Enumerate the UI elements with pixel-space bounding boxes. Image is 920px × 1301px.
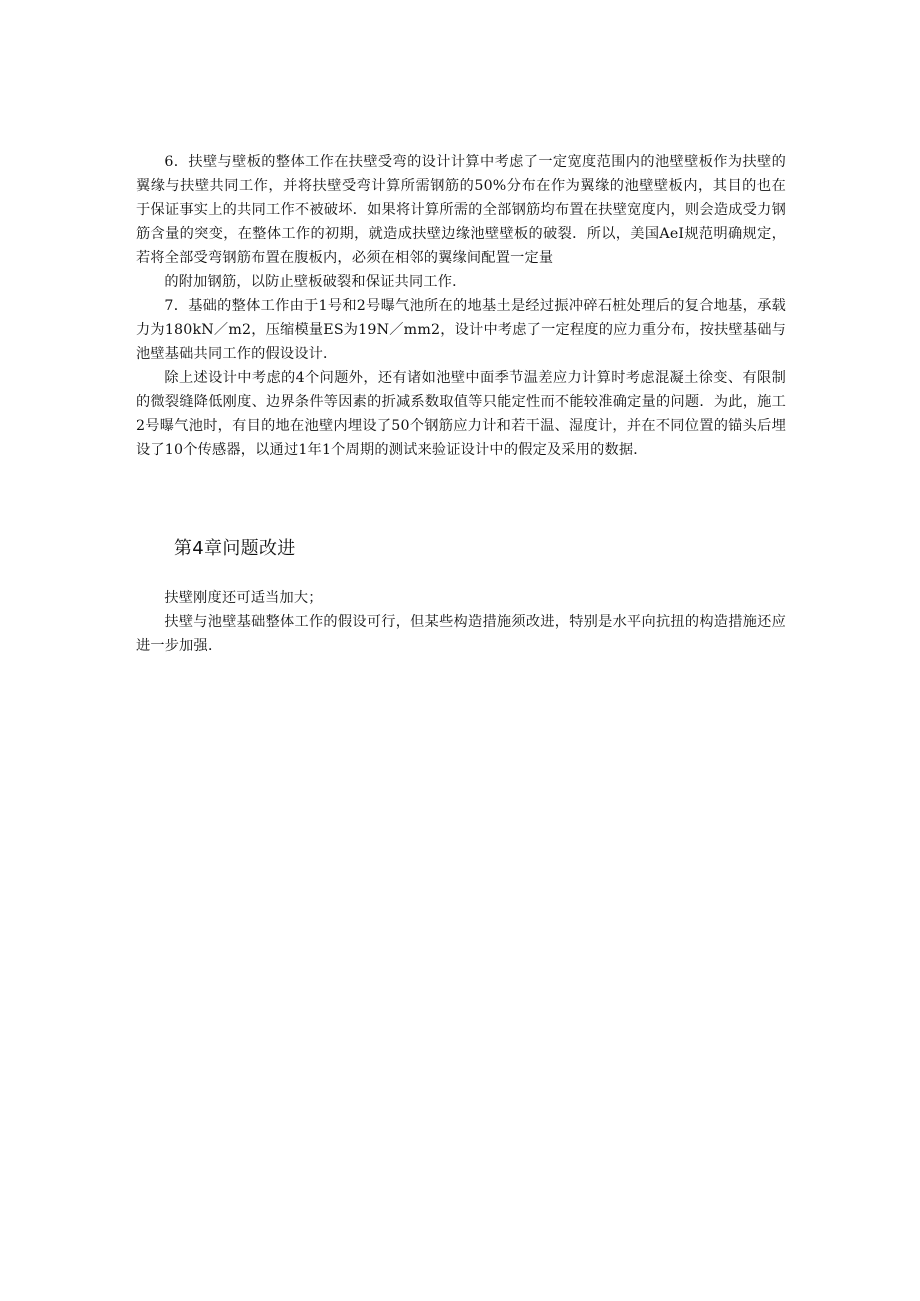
paragraph-summary: 除上述设计中考虑的4个问题外，还有诸如池壁中面季节温差应力计算时考虑混凝土徐变、有限制的微裂缝降低刚度、边界条件等因素的折减系数取值等只能定性而不能较准确定量的问题．为此，施工2号曝气池时，有目的地在池壁内埋设了50个钢筋应力计和若干温、湿度计，并在不同位置的锚头后埋设了10个传感器，以通过1年1个周期的测试来验证设计中的假定及采用的数据． — [136, 370, 786, 458]
body-text — [136, 150, 786, 462]
paragraph-item-7: 7．基础的整体工作由于1号和2号曝气池所在的地基土是经过振冲碎石桩处理后的复合地基，承载力为180kN／m2，压缩模量ES为19N／mm2，设计中考虑了一定程度的应力重分布，按扶壁基础与池壁基础共同工作的假设设计． — [136, 298, 786, 362]
paragraph-continuation: 的附加钢筋，以防止壁板破裂和保证共同工作． — [164, 274, 467, 290]
chapter-heading: 第4章问题改进 — [174, 538, 296, 559]
improvement-list — [136, 586, 786, 658]
paragraph-item-6: 6．扶壁与壁板的整体工作在扶壁受弯的设计计算中考虑了一定宽度范围内的池壁壁板作为扶壁的翼缘与扶壁共同工作，并将扶壁受弯计算所需钢筋的50%分布在作为翼缘的池壁壁板内，其目的也在于保证事实上的共同工作不被破坏．如果将计算所需的全部钢筋均布置在扶壁宽度内，则会造成受力钢筋含量的突变，在整体工作的初期，就造成扶壁边缘池壁壁板的破裂．所以，美国AeI规范明确规定，若将全部受弯钢筋布置在腹板内，必须在相邻的翼缘间配置一定量 — [136, 154, 786, 266]
improvement-item: 扶壁与池壁基础整体工作的假设可行，但某些构造措施须改进，特别是水平向抗扭的构造措施还应进一步加强． — [136, 614, 786, 654]
improvement-item: 扶壁刚度还可适当加大； — [164, 590, 323, 606]
